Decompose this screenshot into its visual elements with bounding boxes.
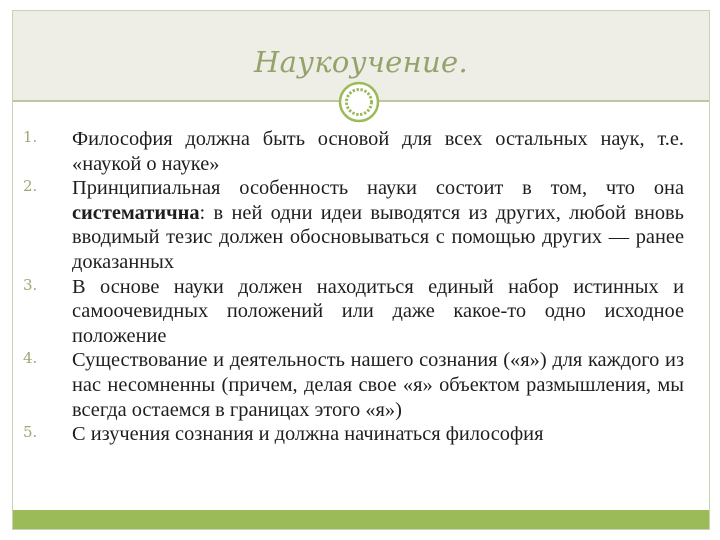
list-text-part: Принципиальная особенность науки состоит в том, что она	[72, 177, 684, 200]
list-number: 3.	[23, 275, 38, 294]
slide-title: Наукоучение.	[254, 45, 468, 79]
list-number: 4.	[23, 349, 38, 368]
list-number: 1.	[23, 128, 38, 146]
list-number: 5.	[23, 423, 38, 442]
laurel-ring-icon	[338, 81, 380, 123]
list-text	[72, 176, 684, 274]
list-item	[13, 176, 709, 274]
emphasis-term: систематична	[72, 201, 200, 224]
list-item	[13, 422, 709, 447]
list-item	[13, 348, 709, 422]
list-number: 2.	[23, 177, 38, 196]
footer-bar	[13, 510, 709, 529]
list-text: В основе науки должен находиться единый набор истинных и самоочевидных положений или даже какое-то одно исходное положение	[72, 275, 684, 347]
slide	[12, 10, 710, 530]
list-text: Существование и деятельность нашего сознания («я») для каждого из нас несомненны (причем, делая свое «я» объектом размышления, мы всегда остаемся в границах этого «я»)	[72, 349, 684, 421]
list-text: С изучения сознания и должна начинаться философия	[72, 423, 544, 446]
list-text: Философия должна быть основой для всех остальных наук, т.е. «наукой о науке»	[72, 128, 684, 175]
list-item	[13, 275, 709, 349]
list-item	[13, 127, 709, 176]
thesis-list	[13, 127, 709, 447]
list-text-part: : в ней одни идеи выводятся из других, любой вновь вводимый тезис должен обосновываться с помощью других — ранее доказанных	[72, 201, 684, 273]
